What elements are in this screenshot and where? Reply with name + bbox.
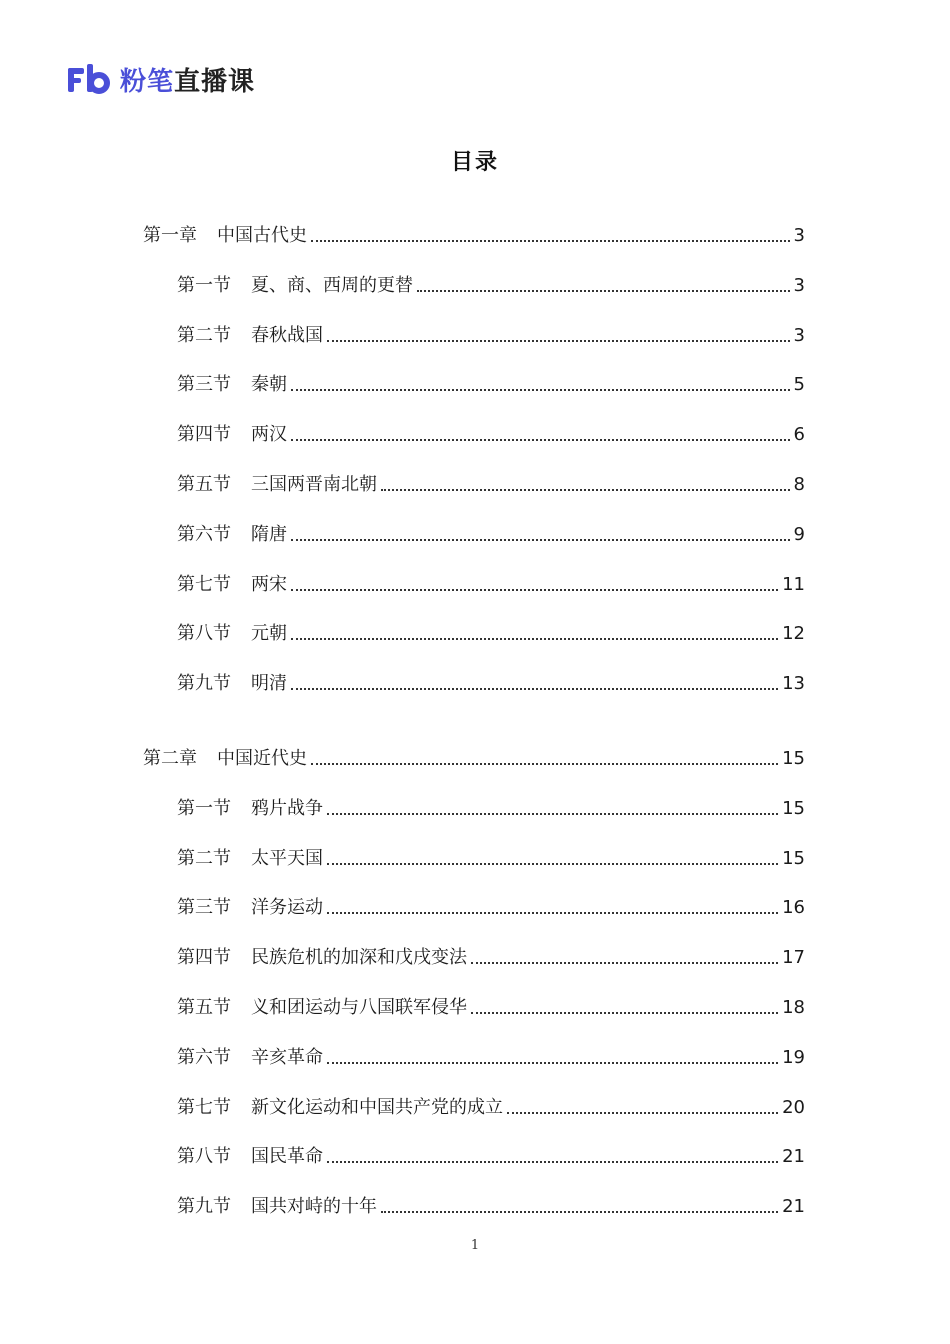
toc-entry-page: 3: [793, 225, 805, 246]
toc-entry-number: 第五节: [177, 474, 231, 495]
toc-section-entry[interactable]: [177, 670, 805, 698]
toc-section-entry[interactable]: [177, 1044, 805, 1072]
toc-entry-number: 第三节: [177, 374, 231, 396]
toc-dot-leader: [327, 911, 778, 914]
toc-section-entry[interactable]: [177, 994, 805, 1022]
toc-entry-title: 春秋战国: [251, 324, 323, 346]
toc-entry-title: 秦朝: [251, 374, 287, 396]
toc-entry-page: 19: [782, 1046, 805, 1068]
toc-dot-leader: [311, 239, 790, 242]
toc-entry-number: 第二节: [177, 847, 231, 869]
toc-dot-leader: [291, 388, 790, 391]
toc-entry-number: 第六节: [177, 1046, 231, 1068]
toc-section-entry[interactable]: [177, 471, 805, 499]
toc-entry-page: 6: [793, 424, 805, 446]
brand-name: [120, 61, 255, 98]
toc-entry-title: 洋务运动: [251, 897, 323, 919]
toc-entry-number: 第五节: [177, 997, 231, 1018]
toc-entry-page: 3: [793, 324, 805, 346]
toc-entry-title: 元朝: [251, 623, 287, 645]
toc-entry-title: 夏、商、西周的更替: [251, 274, 413, 296]
toc-entry-title: 明清: [251, 673, 287, 695]
toc-entry-number: 第一节: [177, 797, 231, 819]
toc-entry-number: 第四节: [177, 424, 231, 446]
toc-dot-leader: [311, 762, 778, 765]
toc-entry-page: 15: [782, 797, 805, 819]
toc-entry-number: 第三节: [177, 897, 231, 919]
toc-section-entry[interactable]: [177, 1094, 805, 1122]
toc-entry-number: 第四节: [177, 947, 231, 969]
toc-entry-number: 第八节: [177, 623, 231, 645]
toc-entry-title: 中国古代史: [217, 225, 307, 246]
toc-entry-title: 中国近代史: [217, 748, 307, 769]
toc-entry-title: 民族危机的加深和戊戌变法: [251, 947, 467, 969]
toc-entry-number: 第七节: [177, 573, 231, 595]
toc-entry-title: 三国两晋南北朝: [251, 474, 377, 495]
toc-dot-leader: [327, 339, 790, 342]
toc-entry-number: 第二章: [143, 748, 197, 769]
toc-dot-leader: [327, 862, 778, 865]
toc-entry-page: 21: [782, 1146, 805, 1168]
toc-dot-leader: [291, 637, 778, 640]
toc-section-entry[interactable]: [177, 322, 805, 350]
toc-entry-page: 21: [782, 1196, 805, 1218]
toc-entry-title: 鸦片战争: [251, 797, 323, 819]
toc-chapter-entry[interactable]: [143, 222, 805, 250]
toc-entry-title: 太平天国: [251, 847, 323, 869]
toc-dot-leader: [291, 438, 790, 441]
toc-dot-leader: [327, 812, 778, 815]
toc-entry-title: 义和团运动与八国联军侵华: [251, 997, 467, 1018]
toc-section-entry[interactable]: [177, 272, 805, 300]
toc-entry-title: 两汉: [251, 424, 287, 446]
toc-section-entry[interactable]: [177, 620, 805, 648]
brand-logo: [68, 62, 255, 96]
toc-section-entry[interactable]: [177, 421, 805, 449]
toc-dot-leader: [381, 1210, 778, 1213]
toc-dot-leader: [381, 488, 790, 491]
toc-entry-page: 18: [782, 997, 805, 1018]
toc-entry-title: 国共对峙的十年: [251, 1196, 377, 1218]
toc-entry-page: 15: [782, 748, 805, 769]
toc-entry-page: 8: [793, 474, 805, 495]
toc-entry-title: 辛亥革命: [251, 1046, 323, 1068]
toc-entry-number: 第八节: [177, 1146, 231, 1168]
toc-entry-page: 11: [782, 573, 805, 595]
toc-entry-number: 第九节: [177, 1196, 231, 1218]
toc-section-entry[interactable]: [177, 894, 805, 922]
toc-section-entry[interactable]: [177, 1193, 805, 1221]
toc-entry-page: 3: [793, 274, 805, 296]
toc-entry-title: 新文化运动和中国共产党的成立: [251, 1096, 503, 1118]
toc-dot-leader: [507, 1111, 778, 1114]
toc-section-entry[interactable]: [177, 795, 805, 823]
toc-entry-page: 20: [782, 1096, 805, 1118]
toc-section-entry[interactable]: [177, 521, 805, 549]
toc-entry-page: 15: [782, 847, 805, 869]
toc-entry-page: 16: [782, 897, 805, 919]
toc-section-entry[interactable]: [177, 571, 805, 599]
toc-entry-number: 第一章: [143, 225, 197, 246]
toc-entry-number: 第一节: [177, 274, 231, 296]
toc-entry-number: 第六节: [177, 523, 231, 545]
toc-section-entry[interactable]: [177, 1143, 805, 1171]
brand-name-main: 粉笔: [120, 66, 175, 97]
toc-dot-leader: [291, 687, 778, 690]
toc-entry-page: 5: [793, 374, 805, 396]
toc-entry-page: 9: [793, 523, 805, 545]
brand-name-sub: 直播课: [174, 66, 256, 97]
toc-entry-page: 17: [782, 947, 805, 969]
toc-entry-page: 12: [782, 623, 805, 645]
toc-chapter-entry[interactable]: [143, 745, 805, 773]
toc-dot-leader: [417, 289, 790, 292]
toc-entry-title: 两宋: [251, 573, 287, 595]
toc-entry-number: 第九节: [177, 673, 231, 695]
toc-section-entry[interactable]: [177, 845, 805, 873]
toc-dot-leader: [291, 588, 778, 591]
toc-section-entry[interactable]: [177, 371, 805, 399]
toc-entry-number: 第二节: [177, 324, 231, 346]
toc-dot-leader: [291, 538, 790, 541]
toc-entry-number: 第七节: [177, 1096, 231, 1118]
page-number: 1: [470, 1238, 480, 1253]
toc-section-entry[interactable]: [177, 944, 805, 972]
toc-dot-leader: [471, 961, 778, 964]
toc-dot-leader: [471, 1011, 778, 1014]
fb-logo-icon: [68, 64, 112, 94]
toc-dot-leader: [327, 1160, 778, 1163]
toc-dot-leader: [327, 1061, 778, 1064]
toc-entry-title: 国民革命: [251, 1146, 323, 1168]
toc-entry-page: 13: [782, 673, 805, 695]
page-title: 目录: [450, 150, 499, 175]
toc-entry-title: 隋唐: [251, 523, 287, 545]
